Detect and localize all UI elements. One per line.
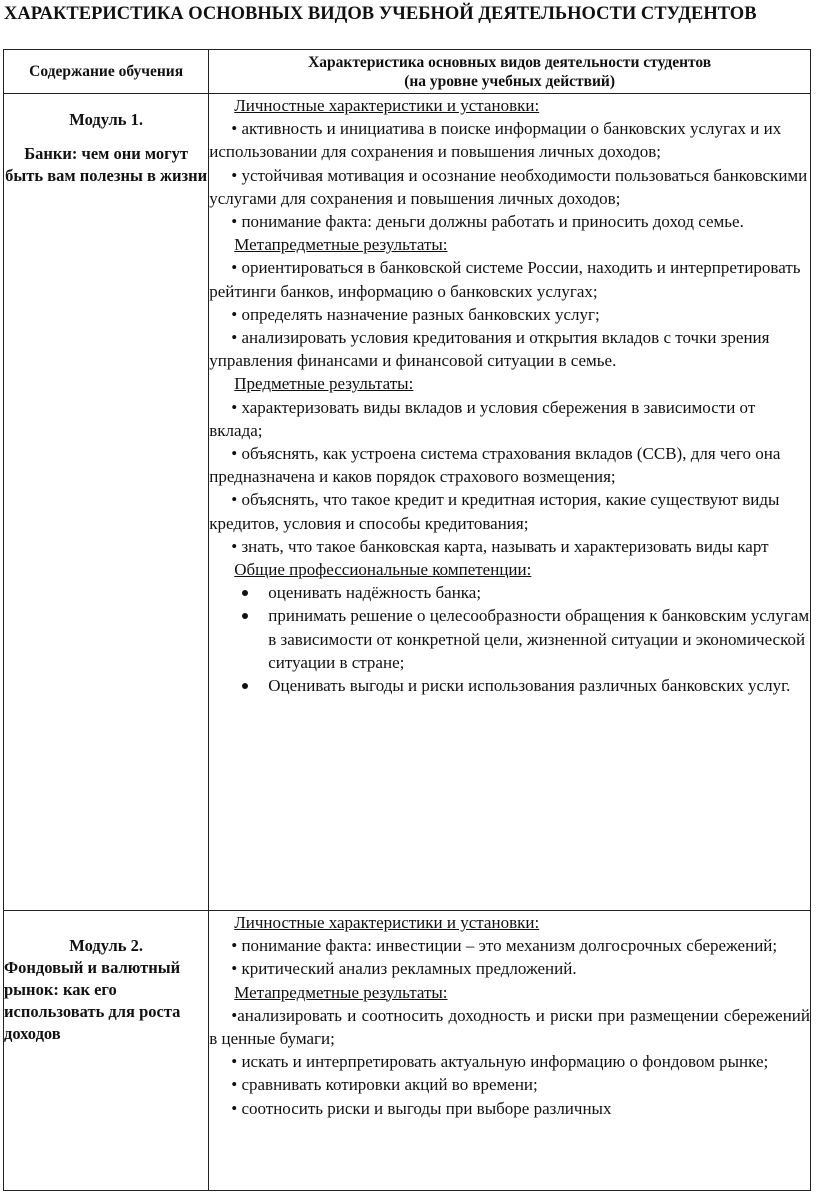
list-item: • устойчивая мотивация и осознание необходимости пользоваться банковскими услугами для сохранения и повышения личных доходов; [209,165,808,208]
page-title: ХАРАКТЕРИСТИКА ОСНОВНЫХ ВИДОВ УЧЕБНОЙ ДЕЯТЕЛЬНОСТИ СТУДЕНТОВ [4,4,757,24]
module-1-title: Модуль 1. [69,110,144,129]
header-activities-column [209,50,811,94]
bullet-icon [242,590,248,596]
section-heading: Личностные характеристики и установки: [234,96,540,115]
section-heading: Метапредметные результаты: [234,235,448,255]
module-2-subtitle: Фондовый и валютный рынок: как его использовать для роста доходов [4,958,181,1043]
module-2-activities [209,911,811,1191]
list-item: • понимание факта: деньги должны работать и приносить доход семье. [231,212,744,232]
header-col2-line1: Характеристика основных видов деятельности студентов [308,53,712,71]
list-item: • знать, что такое банковская карта, называть и характеризовать виды карт [231,536,769,556]
list-item: • искать и интерпретировать актуальную информацию о фондовом рынке; [231,1052,769,1072]
section-heading: Личностные характеристики и установки: [234,913,540,932]
list-item: • объяснять, как устроена система страхования вкладов (ССВ), для чего она предназначена и каков порядок страхового возмещения; [209,444,781,487]
list-item [209,604,810,674]
list-item: • активность и инициатива в поиске информации о банковских услугах и их использовании для сохранения и повышения личных доходов; [209,119,782,162]
list-item [209,674,810,697]
list-item: • объяснять, что такое кредит и кредитная история, какие существуют виды кредитов, условия и способы кредитования; [209,490,780,533]
table-row [4,911,811,1191]
list-item: • сравнивать котировки акций во времени; [231,1075,538,1095]
activities-table [3,49,811,1191]
list-item: • анализировать условия кредитования и открытия вкладов с точки зрения управления финансами и финансовой ситуации в семье. [209,328,770,371]
list-item: • критический анализ рекламных предложений. [231,959,577,979]
module-1-activities [209,94,811,911]
header-content-column [4,50,209,94]
bullet-icon [242,683,248,689]
list-item: •анализировать и соотносить доходность и риски при размещении сбережений в ценные бумаги; [209,1005,810,1049]
module-2-title: Модуль 2. [69,936,144,955]
list-item: • ориентироваться в банковской системе России, находить и интерпретировать рейтинги банков, информацию о банковских услугах; [209,258,801,301]
header-col2-line2: (на уровне учебных действий) [404,72,616,90]
list-item: • соотносить риски и выгоды при выборе различных [231,1098,612,1118]
table-header-row [4,50,811,94]
table-row [4,94,811,911]
list-item: • понимание факта: инвестиции – это механизм долгосрочных сбережений; [231,936,778,956]
module-1-cell [4,94,209,911]
list-item [209,581,810,604]
competencies-list [209,581,810,697]
list-item-text: принимать решение о целесообразности обращения к банковским услугам в зависимости от конкретной цели, жизненной ситуации и экономической ситуации в стране; [268,606,810,672]
section-heading: Предметные результаты: [234,374,414,394]
list-item-text: оценивать надёжность банка; [268,583,482,603]
section-heading: Метапредметные результаты: [234,982,448,1002]
module-2-cell [4,911,209,1191]
module-1-subtitle: Банки: чем они могут быть вам полезны в жизни [5,144,208,185]
list-item: • характеризовать виды вкладов и условия сбережения в зависимости от вклада; [209,397,756,440]
list-item-text: Оценивать выгоды и риски использования различных банковских услуг. [268,676,791,696]
section-heading: Общие профессиональные компетенции: [234,560,532,580]
bullet-icon [242,613,248,619]
list-item: • определять назначение разных банковских услуг; [231,304,600,324]
header-col1-label: Содержание обучения [29,63,184,80]
